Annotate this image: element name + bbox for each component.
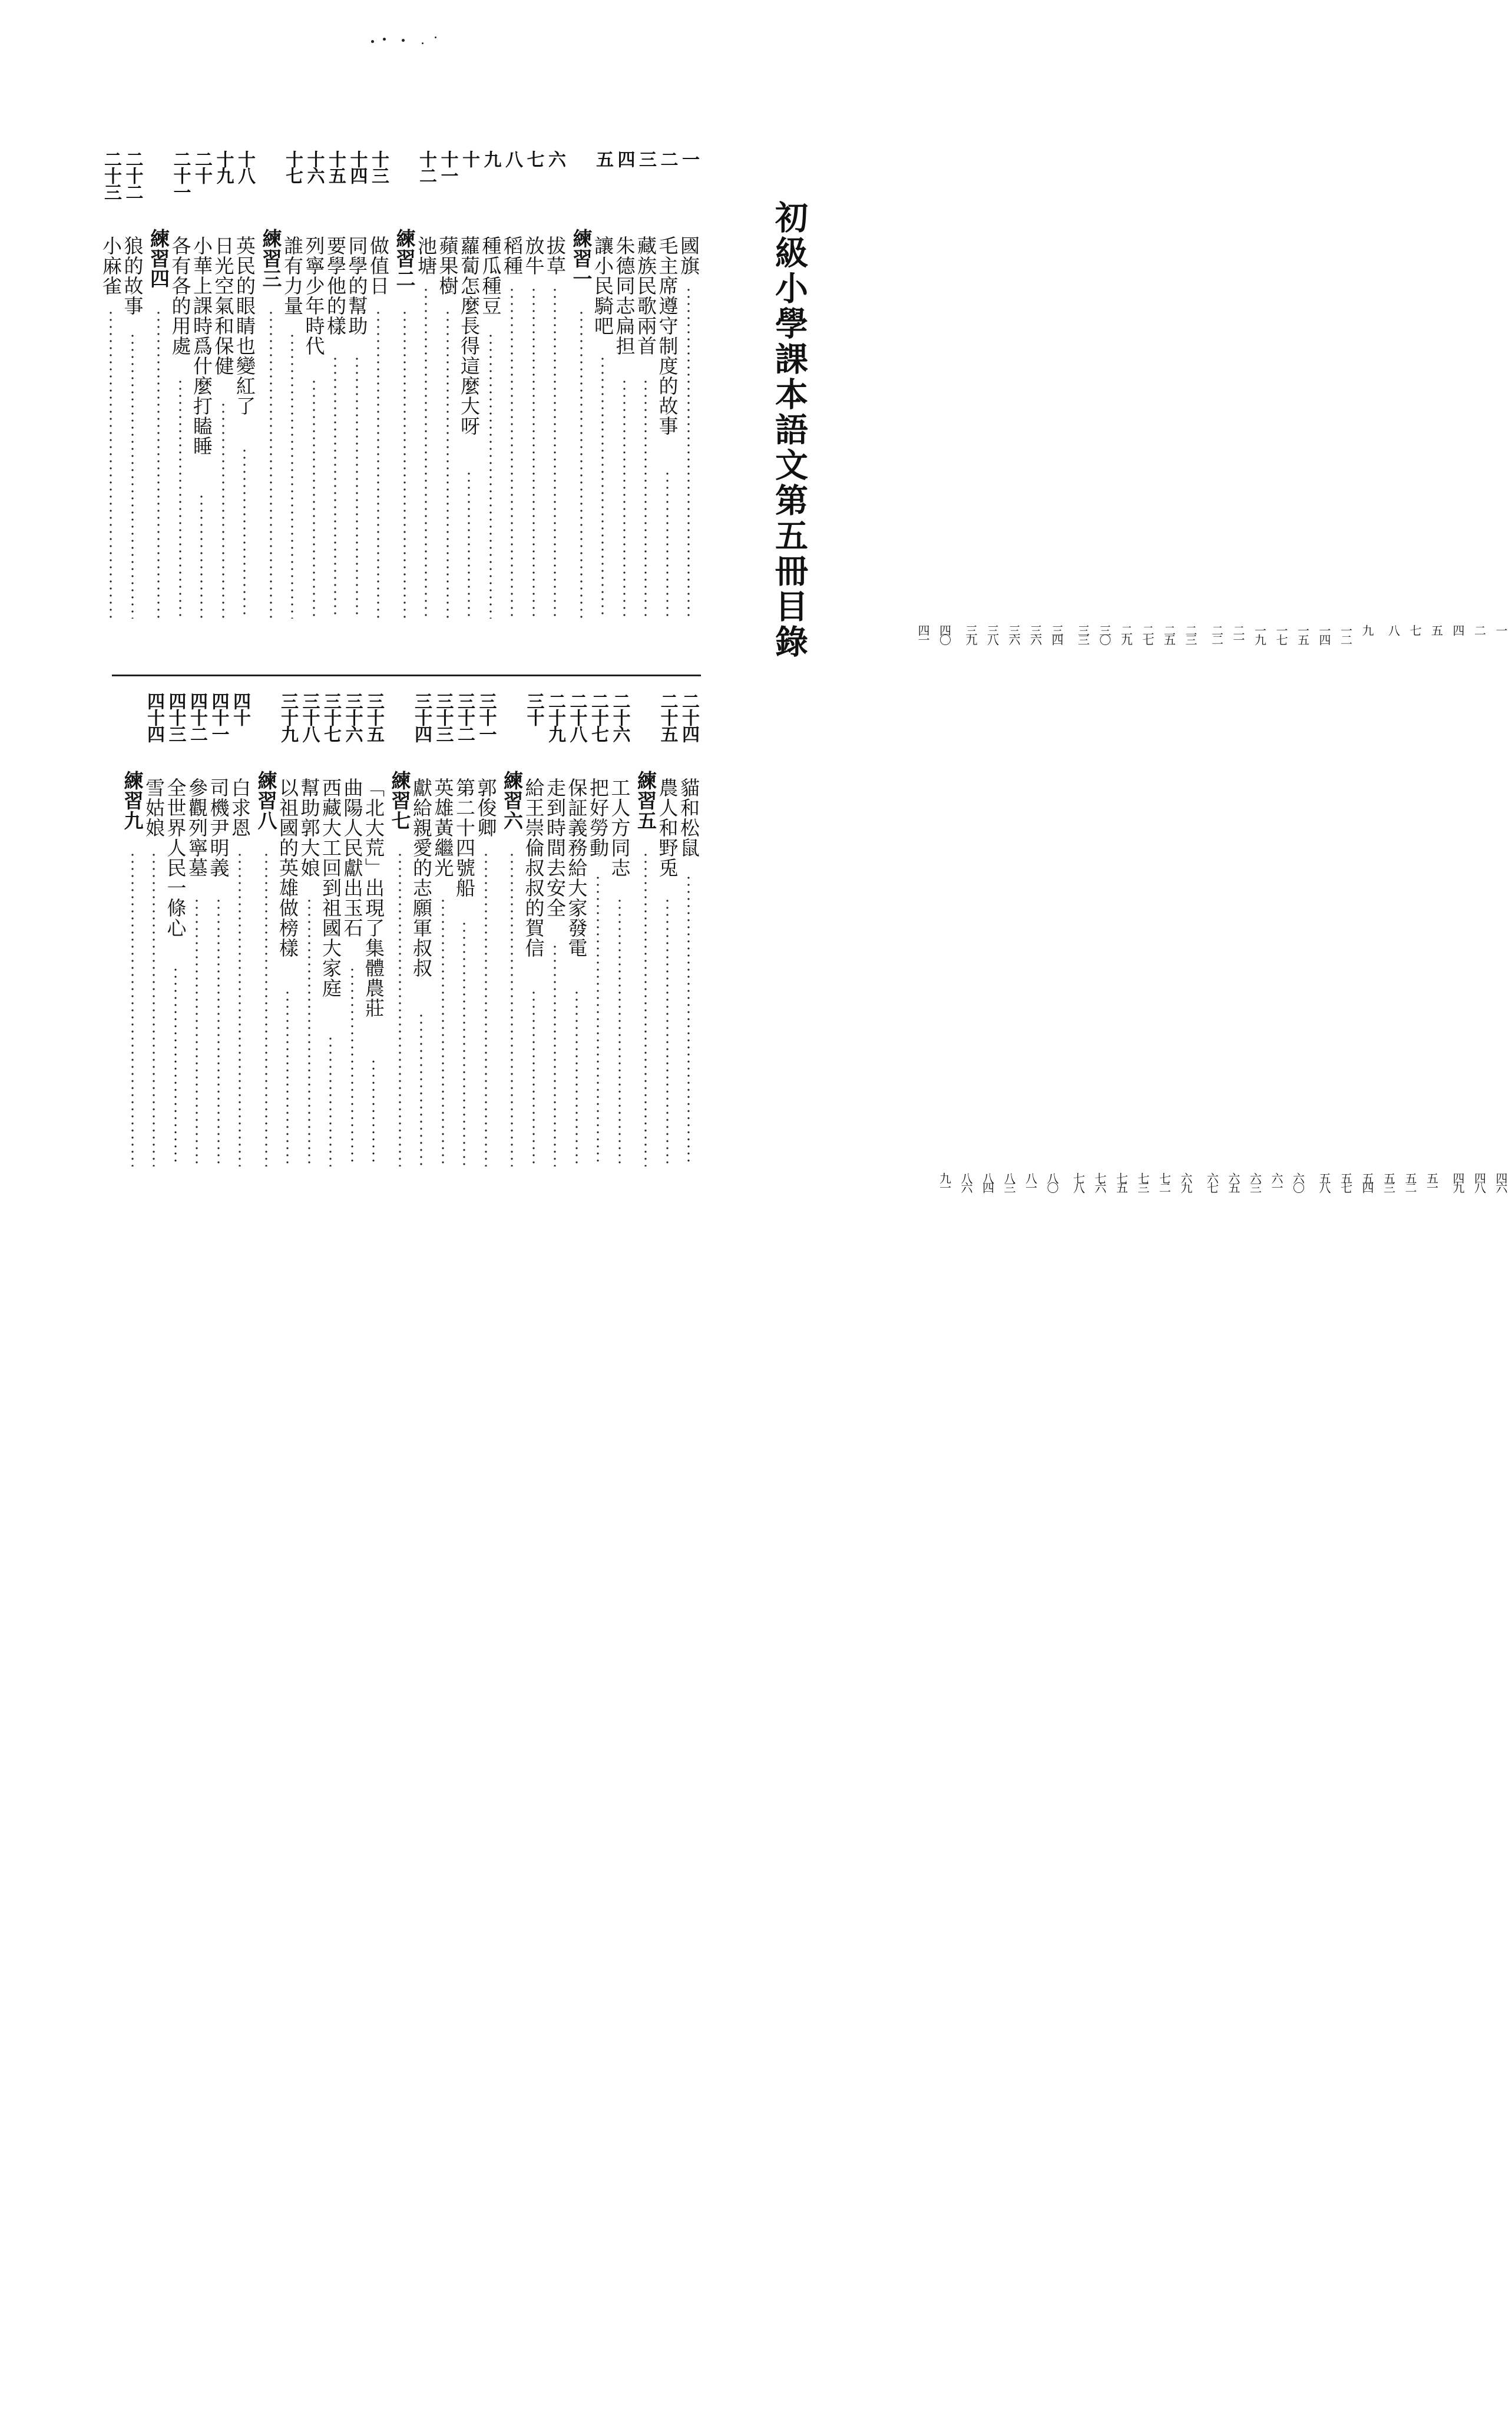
page-number: 六〇 xyxy=(1291,1172,1305,1191)
lesson-title: 小麻雀 xyxy=(100,236,123,296)
page-number: 二二 xyxy=(1209,624,1224,643)
lesson-number: 三十八 xyxy=(299,692,320,742)
page-number: 七六 xyxy=(1093,1172,1107,1191)
leader-dots xyxy=(532,989,535,1166)
lesson-number: 二十五 xyxy=(657,692,678,742)
lesson-number: 十四 xyxy=(346,150,368,183)
lesson-title: 貓和松鼠 xyxy=(677,778,700,858)
lesson-number: 三十九 xyxy=(277,692,298,742)
leader-dots xyxy=(575,989,578,1166)
exercise-title: 練習九 xyxy=(121,771,144,831)
page-number: 八三 xyxy=(1002,1172,1016,1191)
leader-dots xyxy=(511,851,513,1166)
lesson-title: 農人和野兎 xyxy=(656,778,679,878)
lesson-title: 第二十四號船 xyxy=(453,778,476,898)
leader-dots xyxy=(286,989,289,1166)
leader-dots xyxy=(110,309,112,619)
lesson-title: 各有各的用處 xyxy=(168,236,192,356)
exercise-title: 練習二 xyxy=(393,229,416,289)
page-number: 三六 xyxy=(1007,624,1021,643)
page-number: 七 xyxy=(1408,624,1422,634)
lesson-title: 蘋果樹 xyxy=(436,236,459,296)
lesson-number: 十 xyxy=(459,150,479,167)
lesson-number: 四十二 xyxy=(187,692,207,742)
lesson-number: 三十七 xyxy=(320,692,341,742)
leader-dots xyxy=(372,1058,375,1166)
lesson-title: 全世界人民一條心 xyxy=(164,778,187,938)
document-title: 初級小學課本語文第五冊目錄 xyxy=(770,200,808,660)
leader-dots xyxy=(265,851,267,1166)
lesson-number: 二十二 xyxy=(122,150,143,200)
lesson-title: 種瓜種豆 xyxy=(479,236,502,316)
page-number: 六九 xyxy=(1179,1172,1193,1191)
lesson-number: 三十一 xyxy=(475,692,497,742)
page-number: 七三 xyxy=(1136,1172,1150,1191)
leader-dots xyxy=(196,897,198,1166)
page-number: 八四 xyxy=(980,1172,995,1191)
lesson-title: 幫助郭大娘 xyxy=(297,778,321,878)
lesson-number: 三十二 xyxy=(454,692,475,742)
leader-dots xyxy=(239,851,241,1166)
lesson-title: 讓小民騎吧 xyxy=(591,236,614,336)
lesson-title: 參觀列寧墓 xyxy=(186,778,209,878)
leader-dots xyxy=(153,851,155,1166)
page-number: 一五 xyxy=(1295,624,1310,643)
lesson-title: 英民的眼睛也變紅了 xyxy=(233,236,256,416)
leader-dots xyxy=(399,851,401,1166)
lesson-title: 把好勞動 xyxy=(587,778,610,858)
leader-dots xyxy=(329,1035,332,1166)
page-number: 三六 xyxy=(1028,624,1043,643)
lesson-title: 以祖國的英雄做榜樣 xyxy=(276,778,299,958)
lesson-title: 日光空氣和保健 xyxy=(211,236,235,376)
leader-dots xyxy=(463,920,465,1166)
lesson-number: 二十九 xyxy=(545,692,565,742)
lesson-number: 二 xyxy=(657,150,678,167)
page-number: 二五 xyxy=(1162,624,1176,643)
lesson-title: 走到時間去安全 xyxy=(544,778,567,918)
page-number: 五一 xyxy=(1424,1172,1439,1191)
lesson-title: 狼的故事 xyxy=(121,236,144,316)
leader-dots xyxy=(442,897,444,1166)
leader-dots xyxy=(666,897,669,1166)
exercise-title: 練習七 xyxy=(388,771,412,831)
leader-dots xyxy=(597,874,599,1166)
page-number: 八〇 xyxy=(1045,1172,1059,1191)
lesson-number: 十一 xyxy=(437,150,458,183)
lesson-number: 三十三 xyxy=(432,692,454,742)
page-number: 一 xyxy=(1494,624,1508,634)
leader-dots xyxy=(618,897,621,1166)
page-number: 四〇 xyxy=(937,624,952,643)
leader-dots xyxy=(554,943,556,1166)
page-number: 九一 xyxy=(937,1172,952,1191)
lesson-number: 四十一 xyxy=(208,692,229,742)
page-number: 六三 xyxy=(1248,1172,1262,1191)
lesson-title: 放牛 xyxy=(522,236,545,276)
page-number: 七二 xyxy=(1157,1172,1172,1191)
lesson-title: 曲陽人民獻出玉石 xyxy=(340,778,364,938)
page-number: 一二 xyxy=(1338,624,1353,643)
lesson-title: 朱德同志扁担 xyxy=(613,236,636,356)
lesson-number: 十九 xyxy=(213,150,234,183)
lesson-number: 三十六 xyxy=(342,692,363,742)
exercise-title: 練習一 xyxy=(570,229,593,289)
page-number: 四一 xyxy=(916,624,930,643)
lesson-title: 「北大荒」出現了集體農莊 xyxy=(362,778,385,1018)
leader-dots xyxy=(217,897,220,1166)
lesson-number: 五 xyxy=(593,150,613,167)
lesson-number: 四十四 xyxy=(144,692,164,742)
page-number: 六五 xyxy=(1226,1172,1240,1191)
page-number: 八 xyxy=(1386,624,1401,634)
lesson-number: 三十四 xyxy=(411,692,432,742)
lesson-title: 西藏大工回到祖國大家庭 xyxy=(319,778,342,998)
page-number: 八六 xyxy=(959,1172,973,1191)
lesson-title: 國旗 xyxy=(677,236,700,276)
exercise-title: 練習三 xyxy=(259,229,283,289)
page-number: 一九 xyxy=(1252,624,1267,643)
lesson-title: 英雄黃繼光 xyxy=(431,778,455,878)
lesson-title: 雪姑娘 xyxy=(143,778,166,838)
lesson-number: 十五 xyxy=(325,150,346,183)
lesson-number: 十八 xyxy=(234,150,255,183)
page-number: 二一 xyxy=(1231,624,1245,643)
lesson-number: 二十七 xyxy=(588,692,608,742)
lesson-number: 十六 xyxy=(303,150,325,183)
lesson-title: 郭俊卿 xyxy=(474,778,498,838)
leader-dots xyxy=(420,1012,422,1166)
lesson-number: 七 xyxy=(523,150,544,167)
lesson-title: 要學他的樣 xyxy=(324,236,347,336)
page-number: 三九 xyxy=(964,624,978,643)
lesson-title: 蘿蔔怎麼長得這麼大呀 xyxy=(458,236,481,436)
lesson-title: 司機尹明義 xyxy=(207,778,230,878)
lesson-number: 十三 xyxy=(368,150,389,183)
lesson-number: 二十三 xyxy=(101,150,121,200)
page-number: 八一 xyxy=(1023,1172,1038,1191)
lesson-title: 拔草 xyxy=(544,236,567,276)
lesson-number: 二十六 xyxy=(609,692,630,742)
lesson-number: 四十三 xyxy=(165,692,186,742)
page-number: 六七 xyxy=(1205,1172,1219,1191)
lesson-number: 四 xyxy=(614,150,635,167)
lesson-title: 給王崇倫叔叔的賀信 xyxy=(522,778,545,958)
page-number: 一七 xyxy=(1274,624,1288,643)
lesson-title: 保証義務給大家發電 xyxy=(565,778,588,958)
lesson-number: 十二 xyxy=(416,150,436,183)
page-number: 四九 xyxy=(1451,1172,1465,1191)
lesson-number: 八 xyxy=(502,150,522,167)
page-number: 五二 xyxy=(1403,1172,1417,1191)
page-number: 五七 xyxy=(1338,1172,1353,1191)
leader-dots xyxy=(644,851,647,1166)
lesson-number: 十七 xyxy=(282,150,303,183)
lesson-number: 二十 xyxy=(191,150,212,183)
exercise-title: 練習八 xyxy=(254,771,278,831)
lesson-number: 四十 xyxy=(230,692,250,725)
page-number: 二 xyxy=(1472,624,1487,634)
lesson-title: 小華上課時爲什麼打瞌睡 xyxy=(190,236,213,456)
lesson-title: 白求恩 xyxy=(229,778,252,838)
lesson-number: 三十 xyxy=(523,692,544,725)
leader-dots xyxy=(351,966,353,1166)
leader-dots xyxy=(308,897,310,1166)
page-number: 七五 xyxy=(1114,1172,1129,1191)
page-number: 五 xyxy=(1429,624,1444,634)
exercise-title: 練習四 xyxy=(147,229,170,289)
exercise-title: 練習六 xyxy=(501,771,524,831)
page-number: 四八 xyxy=(1472,1172,1487,1191)
lesson-number: 三十五 xyxy=(363,692,384,742)
lesson-number: 九 xyxy=(480,150,501,167)
leader-dots xyxy=(131,851,134,1166)
lesson-title: 池塘 xyxy=(415,236,438,276)
page-number: 二三 xyxy=(1183,624,1197,643)
lesson-number: 二十一 xyxy=(170,150,191,200)
page-number: 三八 xyxy=(985,624,1000,643)
lesson-number: 二十八 xyxy=(566,692,587,742)
page-number: 七八 xyxy=(1071,1172,1086,1191)
lesson-title: 稻種 xyxy=(501,236,524,276)
page-number: 三〇 xyxy=(1097,624,1111,643)
page-number: 六一 xyxy=(1269,1172,1283,1191)
page-number: 二七 xyxy=(1140,624,1154,643)
lesson-title: 同學的幫助 xyxy=(345,236,369,336)
lesson-title: 獻給親愛的志願軍叔叔 xyxy=(410,778,433,978)
lesson-title: 做值日 xyxy=(367,236,390,296)
leader-dots xyxy=(485,851,487,1166)
page-number: 三四 xyxy=(1050,624,1064,643)
leader-dots xyxy=(174,966,177,1166)
lesson-title: 列寧少年時代 xyxy=(302,236,326,356)
lesson-title: 誰有力量 xyxy=(281,236,304,316)
page-number: 五三 xyxy=(1381,1172,1396,1191)
lesson-number: 六 xyxy=(545,150,565,167)
page-number: 三三 xyxy=(1076,624,1090,643)
page-number: 九 xyxy=(1360,624,1374,634)
lesson-number: 二十四 xyxy=(679,692,699,742)
page-number: 四 xyxy=(1451,624,1465,634)
page-number: 五八 xyxy=(1317,1172,1331,1191)
leader-dots xyxy=(687,874,690,1166)
page-number: 四六 xyxy=(1494,1172,1508,1191)
page-number: 二九 xyxy=(1119,624,1133,643)
lesson-number: 一 xyxy=(679,150,699,167)
exercise-title: 練習五 xyxy=(634,771,657,831)
lesson-title: 藏族民歌兩首 xyxy=(634,236,657,356)
page-number: 五四 xyxy=(1360,1172,1374,1191)
page-number: 一四 xyxy=(1317,624,1331,643)
lesson-title: 工人方同志 xyxy=(608,778,631,878)
lesson-number: 三 xyxy=(636,150,656,167)
lesson-title: 毛主席遵守制度的故事 xyxy=(656,236,679,436)
